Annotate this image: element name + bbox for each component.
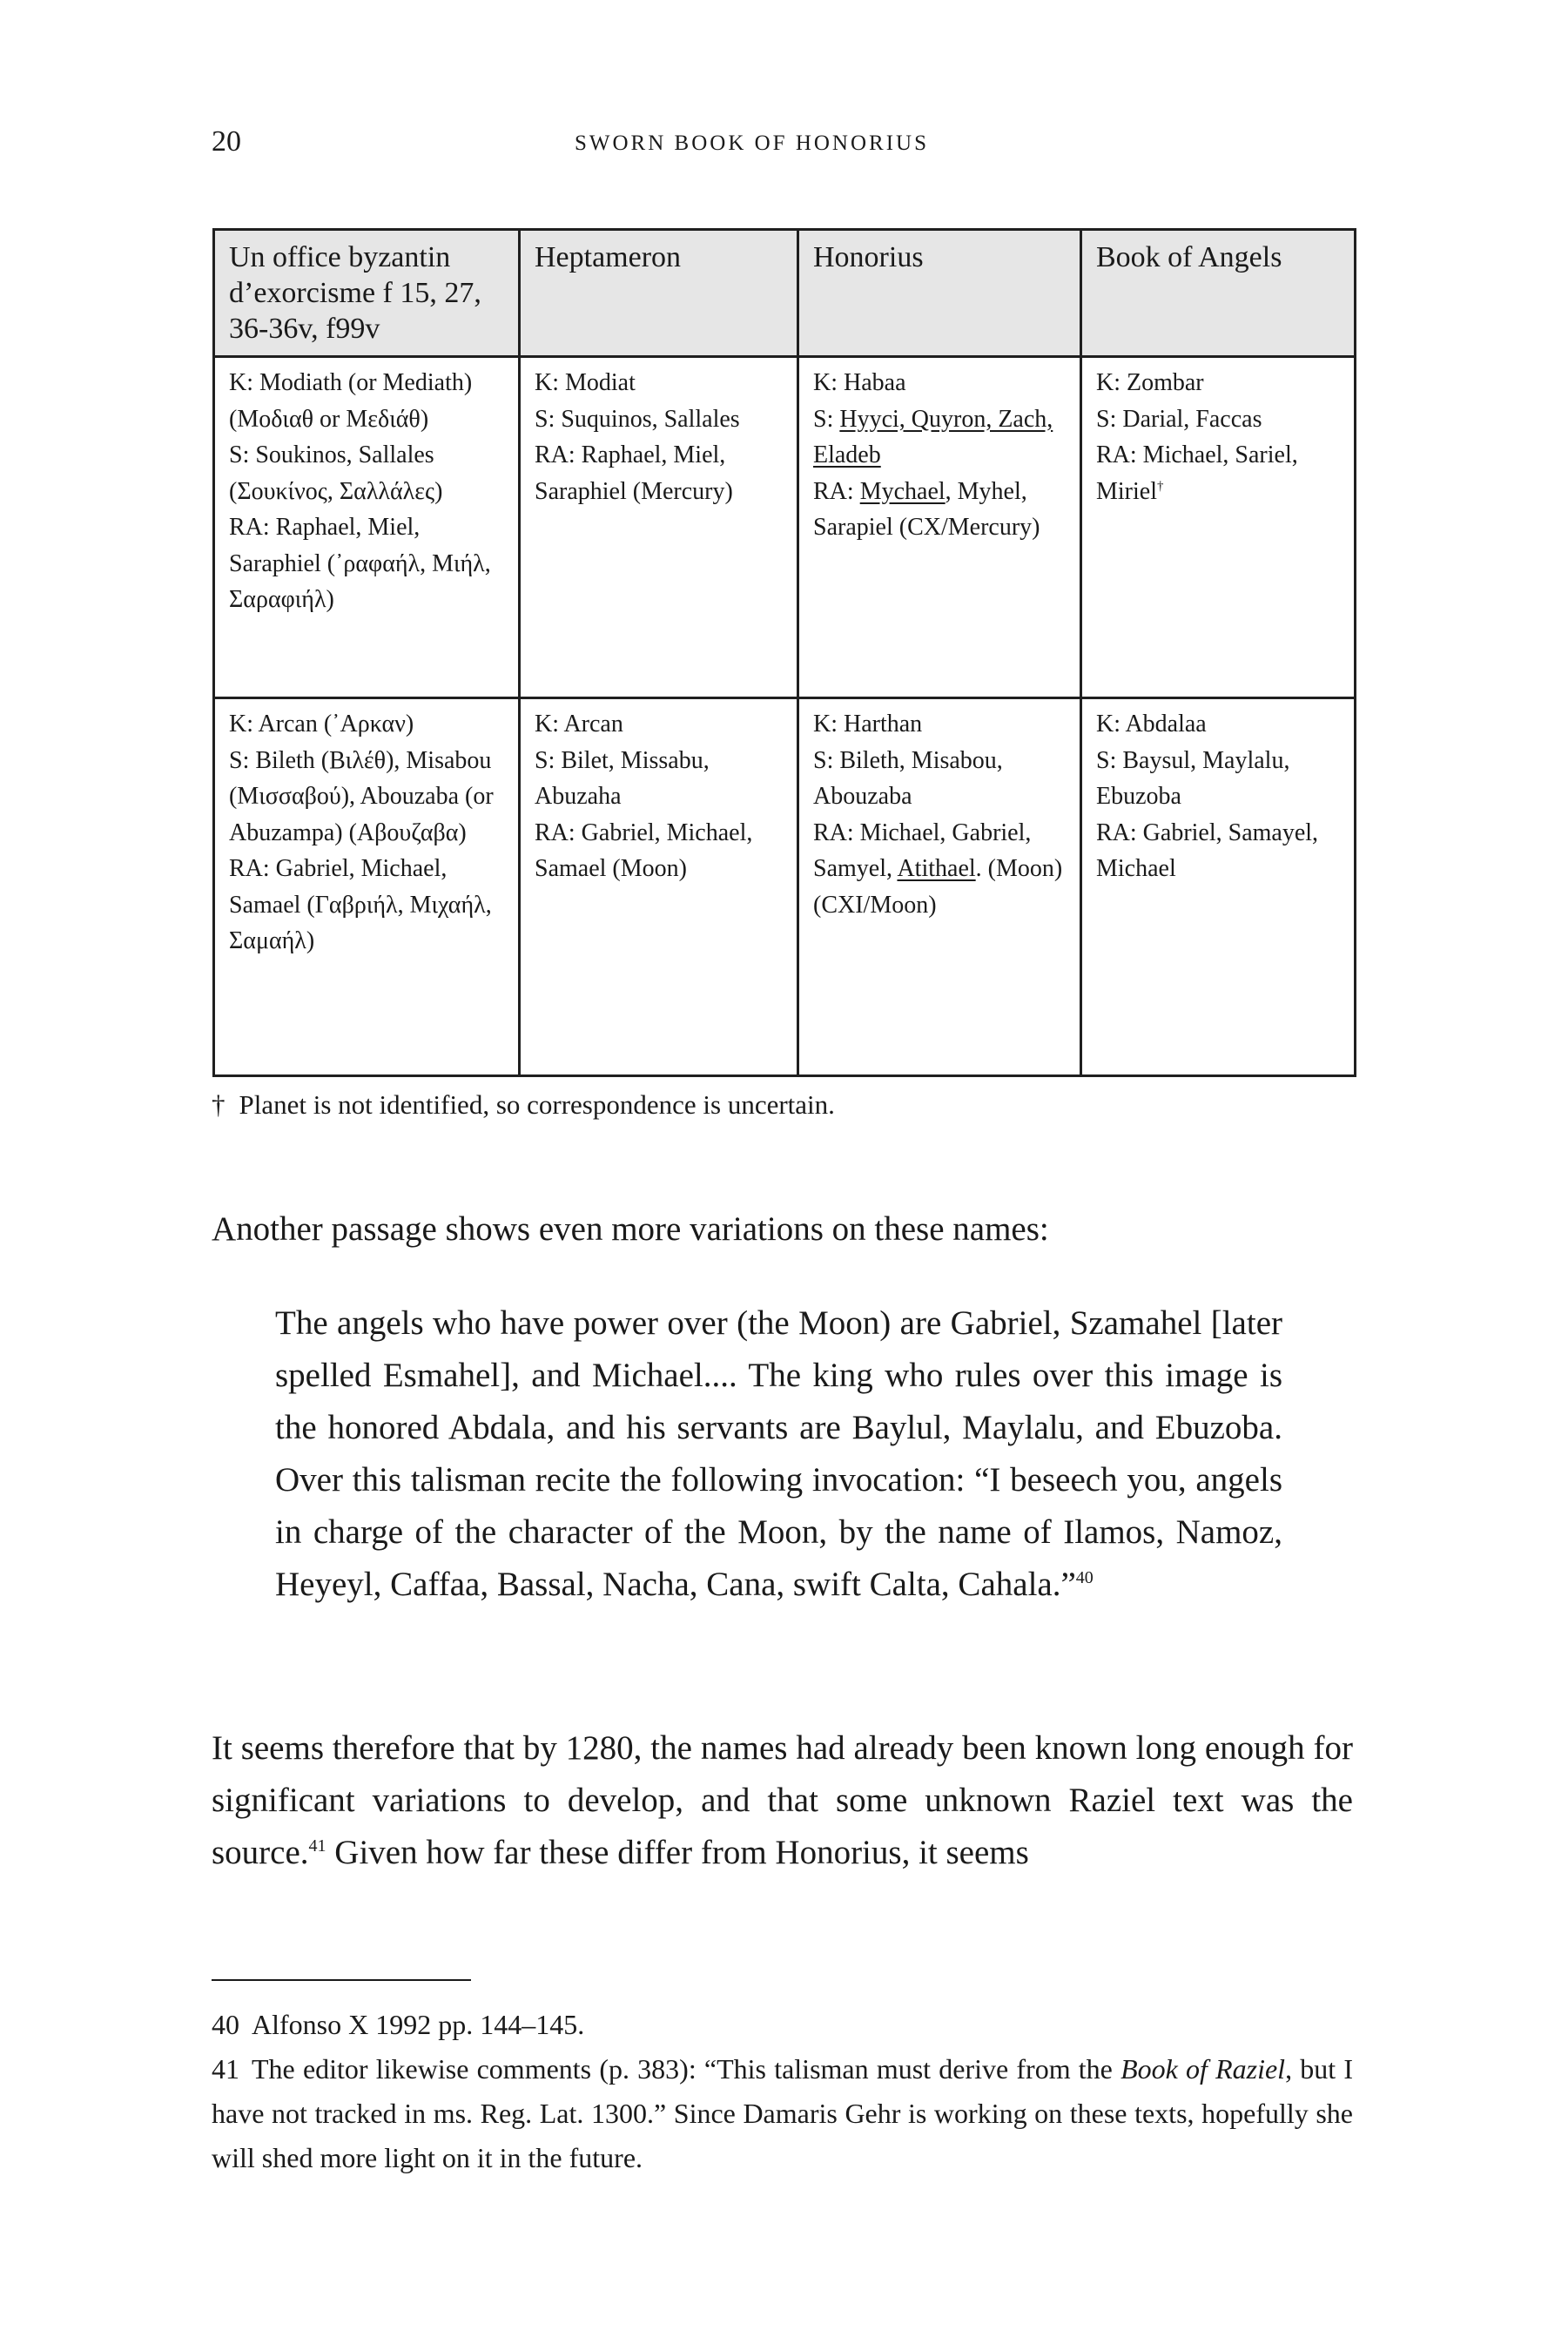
table-header-row (214, 230, 1356, 357)
footnote-ref-41[interactable]: 41 (308, 1836, 326, 1856)
table-cell (520, 357, 798, 698)
footnotes (212, 2003, 1353, 2180)
table-cell (1081, 357, 1356, 698)
cell-line (813, 401, 1066, 474)
book-title: Book of Raziel (1120, 2053, 1286, 2085)
footnote-40 (212, 2003, 1353, 2047)
table-cell (798, 357, 1081, 698)
block-quote (275, 1297, 1282, 1611)
table-cell (520, 698, 798, 1076)
cell-line: RA: Gabriel, Michael, Samael (Moon) (535, 818, 753, 882)
cell-line: RA: Raphael, Miel, Saraphiel (᾿ραφαήλ, Μιήλ, Σαραφιήλ) (229, 514, 491, 613)
footnote-text: Alfonso X 1992 pp. 144–145. (252, 2009, 585, 2040)
cell-line: K: Arcan (᾿Αρκαν) (229, 711, 414, 738)
cell-text: . (Moon) (CXI/Moon) (813, 855, 1063, 919)
cell-line: RA: Gabriel, Michael, Samael (Γαβριήλ, Μιχαήλ, Σαμαήλ) (229, 855, 492, 954)
cell-prefix: S: (813, 405, 840, 433)
underlined-name: Atithael (897, 855, 976, 882)
table-cell (798, 698, 1081, 1076)
cell-line: Sarapiel (CX/Mercury) (813, 514, 1040, 541)
body-paragraph (212, 1722, 1353, 1879)
comparison-table-container (212, 228, 1354, 1077)
cell-line: K: Modiat (535, 369, 636, 396)
footnote-divider (212, 1979, 471, 1981)
footnote-text: The editor likewise comments (p. 383): “This talisman must derive from the (252, 2053, 1121, 2085)
cell-prefix: RA: (813, 477, 860, 505)
cell-text: RA: Michael, Sariel, Miriel (1096, 441, 1298, 505)
cell-line: K: Modiath (or Mediath) (Μοδιαθ or Μεδιάθ) (229, 369, 473, 433)
cell-line: S: Soukinos, Sallales (Σουκίνος, Σαλλάλες) (229, 441, 443, 505)
table-note-text: Planet is not identified, so correspondence is uncertain. (239, 1089, 835, 1120)
cell-text: RA: Michael, Gabriel, Samyel, (813, 818, 1032, 882)
dagger-marker: † (212, 1089, 225, 1120)
cell-line: S: Bileth, Misabou, Abouzaba (813, 746, 1003, 810)
cell-line: K: Arcan (535, 711, 623, 738)
table-cell (1081, 698, 1356, 1076)
paragraph-text: It seems therefore that by 1280, the names had already been known long enough for significant variations to develop, and that some unknown Raziel text was the source. (212, 1729, 1353, 1871)
cell-line: S: Bileth (Βιλέθ), Misabou (Μισσαβού), Abouzaba (or Abuzampa) (Αβουζαβα) (229, 746, 494, 846)
cell-line (1096, 437, 1340, 509)
footnote-41 (212, 2047, 1353, 2180)
table-row (214, 698, 1356, 1076)
cell-line: K: Abdalaa (1096, 711, 1207, 738)
table-note (212, 1088, 835, 1121)
footnote-number: 41 (212, 2053, 239, 2085)
intro-paragraph: Another passage shows even more variations on these names: (212, 1210, 1049, 1248)
cell-line: K: Harthan (813, 711, 923, 738)
comparison-table (212, 228, 1356, 1077)
cell-line: S: Darial, Faccas (1096, 405, 1262, 433)
cell-line: S: Bilet, Missabu, Abuzaha (535, 746, 710, 810)
dagger-marker: † (1157, 479, 1164, 494)
cell-line: S: Baysul, Maylalu, Ebuzoba (1096, 746, 1290, 810)
column-header-heptameron: Heptameron (520, 230, 798, 357)
footnote-ref-40[interactable]: 40 (1075, 1568, 1094, 1587)
underlined-name: Mychael (859, 477, 946, 505)
running-head: SWORN BOOK OF HONORIUS (575, 131, 930, 155)
cell-line: RA: Gabriel, Samayel, Michael (1096, 818, 1319, 882)
footnote-text: , but I have not tracked in ms. Reg. Lat. 1300.” Since Damaris Gehr is working on these texts, hopefully she will shed more light on it in the future. (212, 2053, 1354, 2173)
underlined-names: Hyyci, Quyron, Zach, Eladeb (813, 405, 1053, 468)
cell-line: K: Habaa (813, 369, 906, 396)
cell-line: K: Zombar (1096, 369, 1204, 396)
table-row (214, 357, 1356, 698)
column-header-book-of-angels: Book of Angels (1081, 230, 1356, 357)
footnote-number: 40 (212, 2009, 239, 2040)
cell-line: S: Suquinos, Sallales (535, 405, 740, 433)
column-header-honorius: Honorius (798, 230, 1081, 357)
table-cell (214, 698, 520, 1076)
cell-line (813, 815, 1066, 924)
cell-line: RA: Raphael, Miel, Saraphiel (Mercury) (535, 441, 733, 505)
cell-line (813, 474, 1066, 510)
paragraph-text: Given how far these differ from Honorius, it seems (326, 1834, 1029, 1871)
column-header-byzantine: Un office byzantin d’exorcisme f 15, 27, 36-36v, f99v (214, 230, 520, 357)
page-number: 20 (212, 125, 241, 158)
quote-text: The angels who have power over (the Moon) are Gabriel, Szamahel [later spelled Esmahel], and Michael.... The king who rules over this image is the honored Abdala, and his servants are Baylul, Maylalu, and Ebuzoba. Over this talisman recite the following invocation: “I beseech you, angels in charge of the character of the Moon, by the name of Ilamos, Namoz, Heyeyl, Caffaa, Bassal, Nacha, Cana, swift Calta, Cahala.” (275, 1304, 1282, 1603)
table-cell (214, 357, 520, 698)
cell-text: , Myhel, (945, 477, 1027, 505)
